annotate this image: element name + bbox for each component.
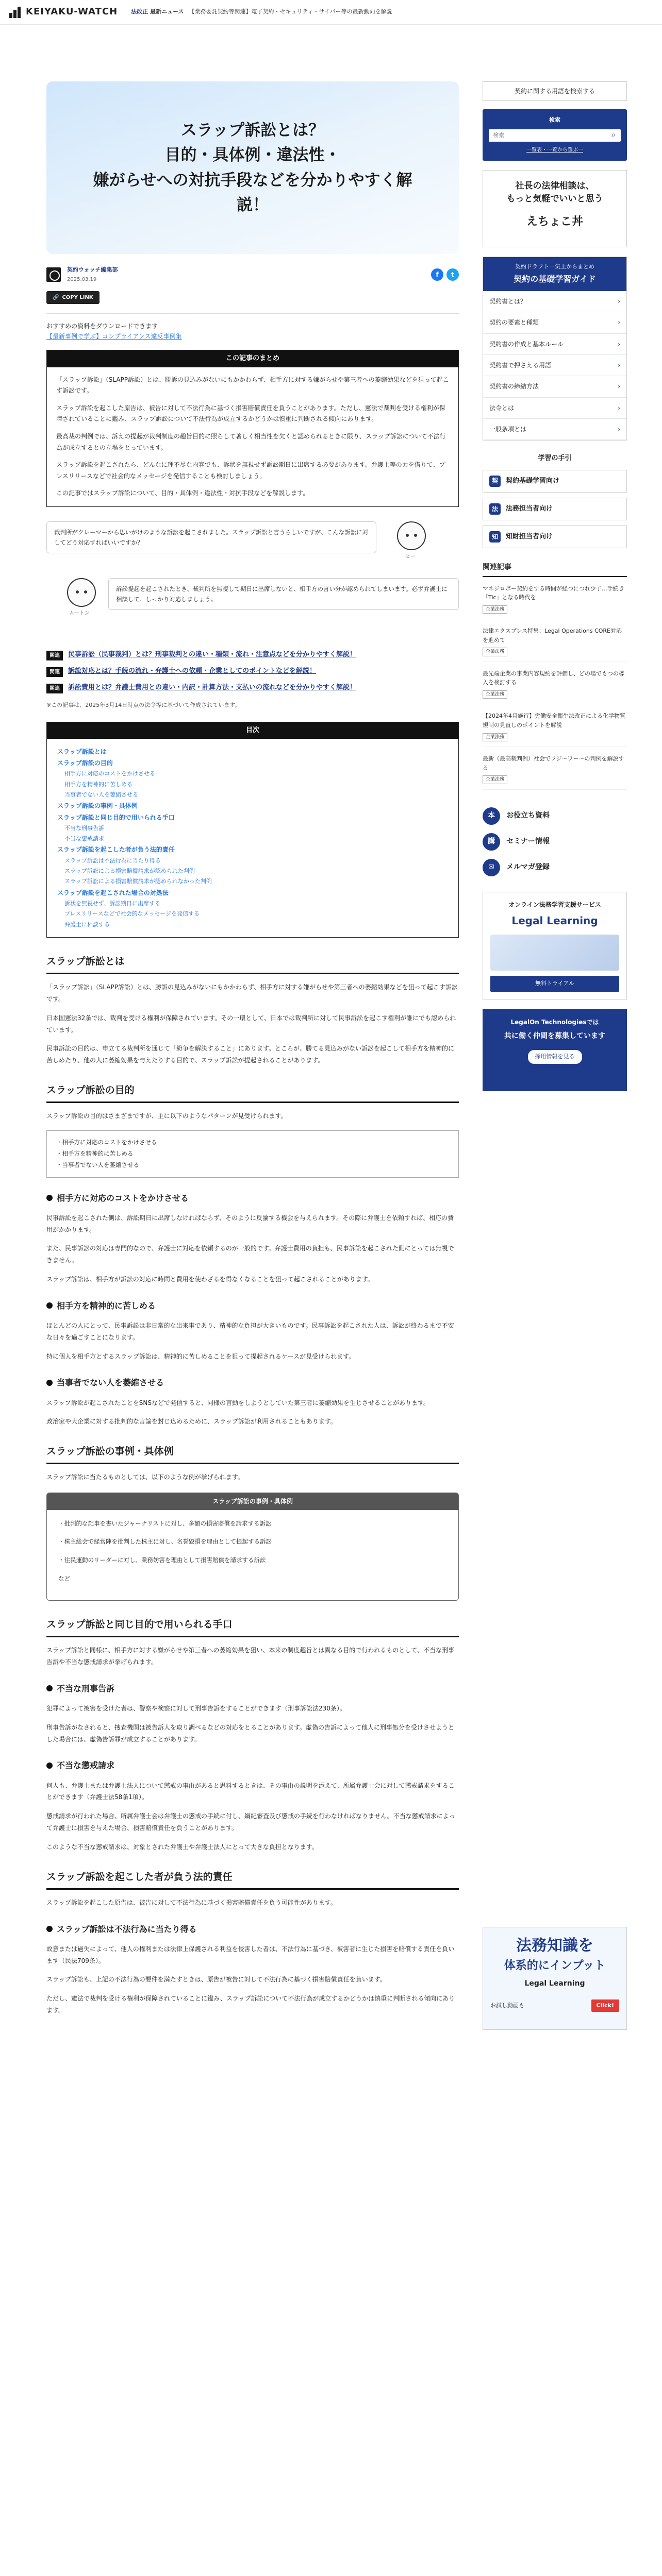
related-item[interactable] (46, 666, 459, 677)
example-item: ・株主総会で経営陣を批判した株主に対し、名誉毀損を理由として提起する訴訟 (58, 1538, 272, 1546)
section-paragraph: スラップ訴訟に当たるものとしては、以下のような例が挙げられます。 (46, 1473, 244, 1481)
guide-item-label: 契約書の締結方法 (489, 383, 539, 391)
section-paragraph: スラップ訴訟も、上記の不法行為の要件を満たすときは、原告が被告に対して不法行為に基づく損害賠償責任を負います。 (46, 1976, 386, 1984)
floating-ad[interactable] (483, 1927, 627, 2030)
sidebar (483, 81, 627, 1091)
guide-item-label: 契約の要素と種類 (489, 319, 539, 327)
menu-label: メルマガ登録 (506, 862, 550, 871)
related-text[interactable]: 訴訟費用とは？弁護士費用との違い・内訳・計算方法・支払いの流れなどを分かりやすく解説！ (68, 684, 357, 692)
guide-item[interactable] (483, 419, 626, 440)
guide-item[interactable] (483, 376, 626, 397)
section-title: スラップ訴訟の事例・具体例 (46, 1443, 459, 1464)
search-icon[interactable]: ⌕ (611, 131, 616, 140)
section-paragraph: 何人も、弁護士または弁護士法人について懲戒の事由があると思料するときは、その事由の説明を添えて、所属弁護士会に対して懲戒請求をすることができます（弁護士法58条1項）。 (46, 1782, 455, 1801)
guide-item-label: 一般条項とは (489, 426, 527, 433)
section-paragraph: 特に個人を相手方とするスラップ訴訟は、精神的に苦しめることを狙って提起されるケースが見受けられます。 (46, 1352, 355, 1360)
chevron-right-icon: › (618, 426, 620, 433)
link-icon: 🔗 (53, 294, 59, 300)
legal-learning-ad[interactable] (483, 892, 627, 999)
law-date-note: ※この記事は、2025年3月14日時点の法令等に基づいて作成されています。 (46, 702, 241, 709)
author (46, 265, 118, 284)
summary-title: この記事のまとめ (47, 350, 458, 367)
ad-title: Legal Learning (511, 914, 598, 927)
related-tag: 関連 (46, 651, 63, 660)
news-label: 法改正 最新ニュース (131, 8, 184, 15)
toc-item[interactable]: スラップ訴訟を起こされた場合の対処法 (57, 889, 169, 896)
chevron-right-icon: › (618, 404, 620, 412)
learn-category[interactable] (483, 498, 627, 520)
toc-item[interactable]: 弁護士に相談する (64, 921, 110, 928)
related-article-category: 企業法務 (483, 775, 507, 784)
toc-body (47, 739, 458, 937)
recruit-button[interactable]: 採用情報を見る (528, 1050, 582, 1064)
summary-body (47, 367, 458, 506)
related-article-title[interactable]: 最新（最高裁判例）社会でフジ〜ワー〜の判例を解説する (483, 755, 624, 771)
dialogue (46, 521, 459, 640)
menu-label: セミナー情報 (506, 837, 550, 845)
related-tag: 関連 (46, 667, 63, 677)
sidebar-menu-item[interactable] (483, 803, 627, 829)
float-ad-brand: Legal Learning (524, 1979, 585, 1988)
related-item[interactable] (46, 682, 459, 693)
site-logo[interactable] (9, 4, 118, 20)
toc-item[interactable]: スラップ訴訟は不法行為に当たり得る (64, 857, 161, 864)
search-input[interactable] (489, 129, 606, 142)
section-paragraph: ただし、憲法で裁判を受ける権利が保障されていることに鑑み、スラップ訴訟について不法行為が成立するかどうかは慎重に判断される傾向にあります。 (46, 1995, 455, 2014)
hee-face-icon (397, 521, 426, 550)
related-links (46, 649, 459, 693)
toc-item[interactable]: 相手方に対応のコストをかけさせる (64, 770, 155, 777)
copy-link-button[interactable]: 🔗 COPY LINK (46, 291, 100, 304)
related-article[interactable] (483, 626, 627, 662)
toc-item[interactable]: プレスリリースなどで社会的なメッセージを発信する (64, 910, 200, 918)
share-buttons (431, 268, 459, 281)
article-main (46, 81, 459, 2016)
search-label: 検索 (549, 116, 560, 124)
purpose-list (46, 1130, 459, 1178)
recommend-link[interactable]: 【最新事例で学ぶ】コンプライアンス違反事例集 (46, 333, 182, 341)
twitter-share-icon[interactable]: t (446, 268, 459, 281)
subsection-title: 相手方に対応のコストをかけさせる (46, 1191, 459, 1205)
section-paragraph: ほとんどの人にとって、民事訴訟は非日常的な出来事であり、精神的な負担が大きいものです。民事訴訟を起こされた人は、訴訟が終わるまで不安な日々を過ごすことになります。 (46, 1321, 454, 1341)
banner-title: 社長の法律相談は、 もっと気軽でいいと思う (506, 180, 603, 205)
guide-item[interactable] (483, 312, 626, 333)
section-paragraph: また、民事訴訟の対応は専門的なので、弁護士に対応を依頼するのが一般的です。弁護士費用の負担も、民事訴訟を起こされた側にとっては無視できません。 (46, 1245, 454, 1264)
section-paragraph: スラップ訴訟は、相手方が訴訟の対応に時間と費用を使わざるを得なくなることを狙って起こされることがあります。 (46, 1275, 374, 1283)
subsection-title: 不当な懲戒請求 (46, 1758, 459, 1772)
toc-item[interactable]: 当事者でない人を萎縮させる (64, 791, 138, 799)
toc-item[interactable]: 不当な懲戒請求 (64, 835, 104, 842)
category-icon: 法 (489, 503, 501, 515)
related-text[interactable]: 民事訴訟（民事裁判）とは？刑事裁判との違い・種類・流れ・注意点などを分かりやすく解説！ (68, 650, 357, 658)
category-icon: 契 (489, 476, 501, 487)
author-avatar-icon (46, 267, 61, 282)
category-label: 知財担当者向け (506, 532, 553, 540)
example-item: ・住民運動のリーダーに対し、業務妨害を理由として損害賠償を請求する訴訟 (58, 1556, 266, 1564)
section-paragraph: 日本国憲法32条では、裁判を受ける権利が保障されています。その一環として、日本では裁判所に対して民事訴訟を起こす権利が誰にでも認められています。 (46, 1014, 456, 1033)
menu-icon: 講 (483, 833, 500, 851)
toc-item[interactable]: 訴状を無視せず、訴訟期日に出席する (64, 900, 161, 907)
publish-date: 2025.03.19 (67, 276, 97, 282)
news-ticker[interactable] (131, 7, 392, 17)
logo-icon (9, 7, 23, 18)
answer-bubble: 訴訟提起を起こされたとき、裁判所を無視して期日に出席しないと、相手方の言い分が認められてしまいます。必ず弁護士に相談して、しっかり対応しましょう。 (108, 578, 459, 610)
ad-subtitle: オンライン法務学習支援サービス (508, 901, 601, 908)
mouton-face-icon (67, 578, 96, 607)
recommend-lead: おすすめの資料をダウンロードできます (46, 322, 158, 330)
learn-category[interactable] (483, 470, 627, 493)
toc-item[interactable]: スラップ訴訟の目的 (57, 759, 113, 767)
related-article[interactable] (483, 711, 627, 747)
toc-item[interactable]: スラップ訴訟による損害賠償請求が認められた判例 (64, 867, 195, 874)
related-text[interactable]: 訴訟対応とは？手続の流れ・弁護士への依頼・企業としてのポイントなどを解説！ (68, 667, 317, 675)
news-text[interactable]: 【業務委託契約等関連】電子契約・セキュリティ・サイバー等の最新動向を解説 (189, 8, 392, 15)
toc-item[interactable]: スラップ訴訟による損害賠償請求が認められなかった判例 (64, 878, 212, 885)
related-article[interactable] (483, 754, 627, 790)
float-ad-click-button[interactable]: Click! (591, 1999, 619, 2012)
section-paragraph: 「スラップ訴訟」（SLAPP訴訟）とは、勝訴の見込みがないにもかかわらず、相手方に対する嫌がらせや第三者への萎縮効果などを狙って起こす訴訟です。 (46, 984, 458, 1003)
related-article-category: 企業法務 (483, 605, 507, 614)
example-item: など (58, 1575, 70, 1583)
ad-cta-button[interactable]: 無料トライアル (490, 976, 619, 992)
section-paragraph: スラップ訴訟を起こした原告は、被告に対して不法行為に基づく損害賠償責任を負う可能性があります。 (46, 1899, 337, 1906)
section-title: スラップ訴訟と同じ目的で用いられる手口 (46, 1616, 459, 1637)
category-label: 契約基礎学習向け (506, 477, 560, 485)
hero-banner (46, 81, 459, 254)
author-name[interactable]: 契約ウォッチ編集部 (67, 266, 118, 273)
section-paragraph: スラップ訴訟と同様に、相手方に対する嫌がらせや第三者への萎縮効果を狙い、本来の制度趣旨とは異なる目的で行われるものとして、不当な刑事告訴や不当な懲戒請求が挙げられます。 (46, 1647, 455, 1666)
chevron-right-icon: › (618, 383, 620, 391)
related-article[interactable] (483, 669, 627, 705)
learn-category[interactable] (483, 526, 627, 548)
chevron-right-icon: › (618, 361, 620, 369)
recruit-ad[interactable] (483, 1009, 627, 1091)
banner-brand: えちょこ丼 (526, 215, 583, 228)
toc-item[interactable]: スラップ訴訟の事例・具体例 (57, 802, 138, 810)
summary-p5: この記事ではスラップ訴訟について、目的・具体例・違法性・対抗手段などを解説します。 (56, 489, 309, 497)
float-ad-foot: お試し動画も Click! (490, 1999, 619, 2012)
chevron-right-icon: › (618, 340, 620, 348)
guide-item-label: 契約書とは？ (489, 297, 527, 305)
related-item[interactable] (46, 649, 459, 660)
section-paragraph: 犯罪によって被害を受けた者は、警察や検察に対して刑事告訴をすることができます（刑事訴訟法230条）。 (46, 1705, 346, 1713)
page-title: スラップ訴訟とは？ 目的・具体例・違法性・ 嫌がらせへの対抗手段などを分かりやすく解説！ (93, 121, 412, 214)
related-article-title[interactable]: 【2024年4月施行】労働安全衛生法改正による化学物質規制の見直しのポイントを解説 (483, 713, 625, 728)
list-item: ・相手方に対応のコストをかけさせる (56, 1139, 157, 1146)
chevron-right-icon: › (618, 297, 620, 305)
table-of-contents (46, 722, 459, 938)
subsection-title: 当事者でない人を萎縮させる (46, 1376, 459, 1389)
subsection-title: スラップ訴訟は不法行為に当たり得る (46, 1922, 459, 1936)
float-ad-title: 法務知識を 体系的にインプット (504, 1937, 606, 1972)
menu-icon: 本 (483, 807, 500, 825)
summary-p2: スラップ訴訟を起こした原告は、被告に対して不法行為に基づく損害賠償責任を負うことがあります。ただし、憲法で裁判を受ける権利が保障されていることに鑑み、スラップ訴訟について不法行為が成立するかどうかは慎重に判断される傾向にあります。 (56, 404, 445, 423)
menu-label: お役立ち資料 (506, 811, 550, 820)
consult-banner[interactable] (483, 170, 627, 247)
recruit-title: 共に働く仲間を募集しています (504, 1032, 605, 1041)
summary-p4: スラップ訴訟を起こされたら、どんなに理不尽な内容でも、訴状を無視せず訴訟期日に出席する必要があります。弁護士等の力を借りて、プレスリリースなどで社会的なメッセージを発信することも検討しましょう。 (56, 461, 445, 480)
list-item: ・当事者でない人を萎縮させる (56, 1161, 139, 1168)
related-tag: 関連 (46, 684, 63, 693)
sidebar-menu (483, 803, 627, 880)
category-label: 法務担当者向け (506, 504, 553, 513)
hee-name: ヒー (405, 553, 416, 560)
section-paragraph: このような不当な懲戒請求は、対象とされた弁護士や弁護士法人にとって大きな負担となります。 (46, 1843, 318, 1851)
guide-item[interactable] (483, 334, 626, 355)
site-header (0, 0, 662, 25)
summary-p1: 「スラップ訴訟」（SLAPP訴訟）とは、勝訴の見込みがないにもかかわらず、相手方に対する嫌がらせや第三者への萎縮効果などを狙って起こす訴訟です。 (56, 376, 449, 395)
example-box (46, 1493, 459, 1601)
summary-box (46, 350, 459, 506)
toc-item[interactable]: スラップ訴訟とは (57, 748, 107, 755)
glossary-search-button[interactable]: 契約に関する用語を検索する (483, 81, 627, 101)
chevron-right-icon: › (618, 319, 620, 327)
related-articles-title: 関連記事 (483, 562, 627, 577)
section-title: スラップ訴訟を起こした者が負う法的責任 (46, 1869, 459, 1890)
recommend-download (46, 313, 459, 342)
related-article-category: 企業法務 (483, 648, 507, 656)
toc-item[interactable]: スラップ訴訟と同じ目的で用いられる手口 (57, 814, 175, 821)
section-paragraph: 民事訴訟を起こされた側は、訴訟期日に出席しなければならず、そのように反論する機会を与えられます。その際に弁護士を依頼すれば、相応の費用がかかります。 (46, 1214, 454, 1233)
related-article-title[interactable]: 法律エクスプレス特集：Legal Operations CORE対応を進めて (483, 628, 622, 643)
example-title: スラップ訴訟の事例・具体例 (47, 1493, 458, 1510)
related-article-category: 企業法務 (483, 733, 507, 741)
related-article-title[interactable]: 最先端企業の事業内容規約を評価し、どの場でもつの導入を検討する (483, 670, 624, 686)
toc-item[interactable]: 相手方を精神的に苦しめる (64, 781, 133, 788)
guide-item-label: 契約書の作成と基本ルール (489, 340, 564, 348)
related-article-category: 企業法務 (483, 690, 507, 699)
example-item: ・批判的な記事を書いたジャーナリストに対し、多額の損害賠償を請求する訴訟 (58, 1519, 272, 1527)
section-paragraph: 政治家や大企業に対する批判的な言論を封じ込めるために、スラップ訴訟が利用されることもあります。 (46, 1418, 337, 1426)
recruit-subtitle: LegalOn Technologiesでは (510, 1018, 599, 1026)
guide-item[interactable] (483, 355, 626, 376)
question-bubble: 裁判所がクレーマーから思いがけのような訴訟を起こされました。スラップ訴訟と言うらしいですが、こんな訴訟に対してどう対応すればいいですか？ (46, 521, 376, 553)
section-title: スラップ訴訟の目的 (46, 1082, 459, 1103)
section-paragraph: スラップ訴訟が起こされたことをSNSなどで発信すると、同様の言動をしようとしていた第三者に萎縮効果を生じさせることがあります。 (46, 1399, 430, 1406)
toc-title: 目次 (47, 722, 458, 739)
section-paragraph: 懲戒請求が行われた場合、所属弁護士会は弁護士の懲戒の手続に付し、綱紀審査及び懲戒の手続を行わなければなりません。不当な懲戒請求によって弁護士に損害を与えた場合、損害賠償責任を負うことがあります。 (46, 1812, 455, 1832)
subsection-title: 不当な刑事告訴 (46, 1682, 459, 1696)
ad-image (490, 935, 619, 971)
section-title: スラップ訴訟とは (46, 953, 459, 974)
related-article-title[interactable]: マネジロボー契約をする時間が経つにつれ少子…手続き「Tic」となる時代を (483, 585, 624, 601)
logo-text: KEIYAKU-WATCH (26, 6, 118, 18)
guide-item[interactable] (483, 398, 626, 419)
section-paragraph: 故意または過失によって、他人の権利または法律上保護される利益を侵害した者は、不法行為に基づき、被害者に生じた損害を賠償する責任を負います（民法709条）。 (46, 1945, 455, 1964)
mouton-name: ムートン (69, 610, 90, 616)
subsection-title: 相手方を精神的に苦しめる (46, 1299, 459, 1313)
section-paragraph: 刑事告訴がなされると、捜査機関は被告訴人を取り調べるなどの対応をとることがあります。虚偽の告訴によって他人に刑事処分を受けさせようとした場合には、虚偽告訴罪が成立することがあります。 (46, 1723, 455, 1743)
summary-p3: 最高裁の判例では、訴えの提起が裁判制度の趣旨目的に照らして著しく相当性を欠くと認められるときに限り、スラップ訴訟について不法行為が成立するとの立場をとっています。 (56, 432, 446, 451)
learning-guide (483, 257, 627, 441)
sidebar-menu-item[interactable] (483, 829, 627, 855)
related-article[interactable] (483, 584, 627, 620)
list-item: ・相手方を精神的に苦しめる (56, 1149, 134, 1157)
search-row (489, 129, 621, 142)
guide-item[interactable] (483, 291, 626, 312)
sidebar-search (483, 109, 627, 160)
guide-item-label: 契約書で押さえる用語 (489, 361, 552, 369)
guide-item-label: 法令とは (489, 404, 515, 412)
section-paragraph: スラップ訴訟の目的はさまざまですが、主に以下のようなパターンが見受けられます。 (46, 1112, 287, 1120)
learn-title: 学習の手引 (538, 454, 572, 463)
toc-item[interactable]: スラップ訴訟を起こした者が負う法的責任 (57, 846, 175, 854)
section-paragraph: 民事訴訟の目的は、申立てる裁判所を通じて「紛争を解決すること」にあります。ところが、勝てる見込みがない訴訟を起こして相手方を精神的に苦しめたり、他の人に萎縮効果を与えたりする目的で、スラップ訴訟が提起されることがあります。 (46, 1045, 455, 1064)
menu-icon: ✉ (483, 859, 500, 876)
search-links[interactable]: 一覧表・一覧から選ぶ一 (526, 147, 583, 153)
sidebar-menu-item[interactable] (483, 855, 627, 880)
facebook-share-icon[interactable]: f (431, 268, 443, 281)
toc-item[interactable]: 不当な刑事告訴 (64, 824, 104, 832)
example-body (47, 1510, 458, 1600)
author-row (46, 265, 459, 284)
guide-head: 契約ドラフト一気上からまとめ 契約の基礎学習ガイド (483, 257, 626, 291)
category-icon: 知 (489, 531, 501, 543)
